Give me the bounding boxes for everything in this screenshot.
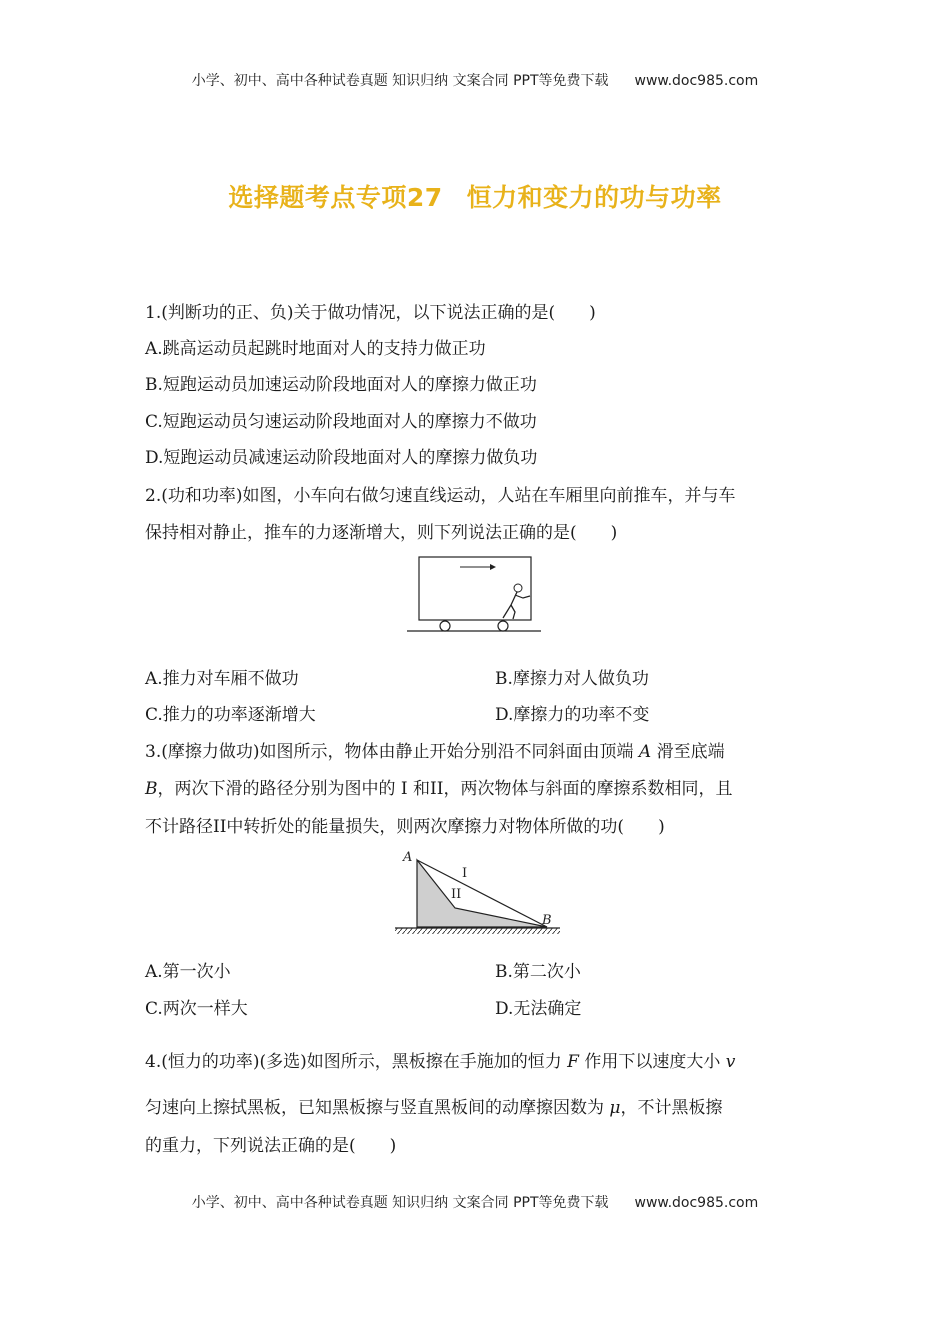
fig-label-path-1: I — [462, 866, 468, 881]
q3-option-b: B.第二次小 — [495, 962, 581, 982]
q1-option-c: C.短跑运动员匀速运动阶段地面对人的摩擦力不做功 — [145, 412, 537, 432]
header-text: 小学、初中、高中各种试卷真题 知识归纳 文案合同 PPT等免费下载 — [191, 73, 609, 89]
q4-stem-line2: 匀速向上擦拭黑板，已知黑板擦与竖直黑板间的动摩擦因数为 μ，不计黑板擦 — [145, 1098, 723, 1118]
fig-label-b: B — [542, 913, 552, 928]
page-title — [0, 178, 950, 214]
footer-site: www.doc985.com — [634, 1195, 759, 1211]
fig-label-path-2: II — [451, 887, 462, 902]
q1-stem: 1.(判断功的正、负)关于做功情况，以下说法正确的是( ) — [145, 303, 596, 323]
q3-option-a: A.第一次小 — [145, 962, 231, 982]
q4-stem-line3: 的重力，下列说法正确的是( ) — [145, 1136, 397, 1156]
title-sub: 恒力和变力的功与功率 — [466, 183, 722, 212]
q1-option-b: B.短跑运动员加速运动阶段地面对人的摩擦力做正功 — [145, 375, 537, 395]
fig-label-a: A — [403, 850, 413, 865]
title-main: 选择题考点专项27 — [228, 183, 443, 212]
q2-option-c: C.推力的功率逐渐增大 — [145, 705, 316, 725]
q2-option-b: B.摩擦力对人做负功 — [495, 669, 649, 689]
q2-option-d: D.摩擦力的功率不变 — [495, 705, 650, 725]
q1-option-a: A.跳高运动员起跳时地面对人的支持力做正功 — [145, 339, 486, 359]
q2-stem-line1: 2.(功和功率)如图，小车向右做匀速直线运动，人站在车厢里向前推车，并与车 — [145, 486, 736, 506]
q3-option-c: C.两次一样大 — [145, 999, 248, 1019]
page-header — [0, 70, 950, 90]
incline-figure — [395, 847, 565, 937]
cart-figure — [405, 555, 545, 637]
page-footer — [0, 1192, 950, 1212]
q2-option-a: A.推力对车厢不做功 — [145, 669, 299, 689]
q2-stem-line2: 保持相对静止，推车的力逐渐增大，则下列说法正确的是( ) — [145, 523, 618, 543]
q4-stem-line1: 4.(恒力的功率)(多选)如图所示，黑板擦在手施加的恒力 F 作用下以速度大小 v — [145, 1052, 736, 1072]
q1-option-d: D.短跑运动员减速运动阶段地面对人的摩擦力做负功 — [145, 448, 538, 468]
q3-option-d: D.无法确定 — [495, 999, 582, 1019]
q3-stem-line3: 不计路径II中转折处的能量损失，则两次摩擦力对物体所做的功( ) — [145, 817, 665, 837]
footer-text: 小学、初中、高中各种试卷真题 知识归纳 文案合同 PPT等免费下载 — [191, 1195, 609, 1211]
header-site: www.doc985.com — [634, 73, 759, 89]
q3-stem-line1: 3.(摩擦力做功)如图所示，物体由静止开始分别沿不同斜面由顶端 A 滑至底端 — [145, 742, 725, 762]
q3-stem-line2: B，两次下滑的路径分别为图中的 I 和II，两次物体与斜面的摩擦系数相同，且 — [145, 779, 733, 799]
